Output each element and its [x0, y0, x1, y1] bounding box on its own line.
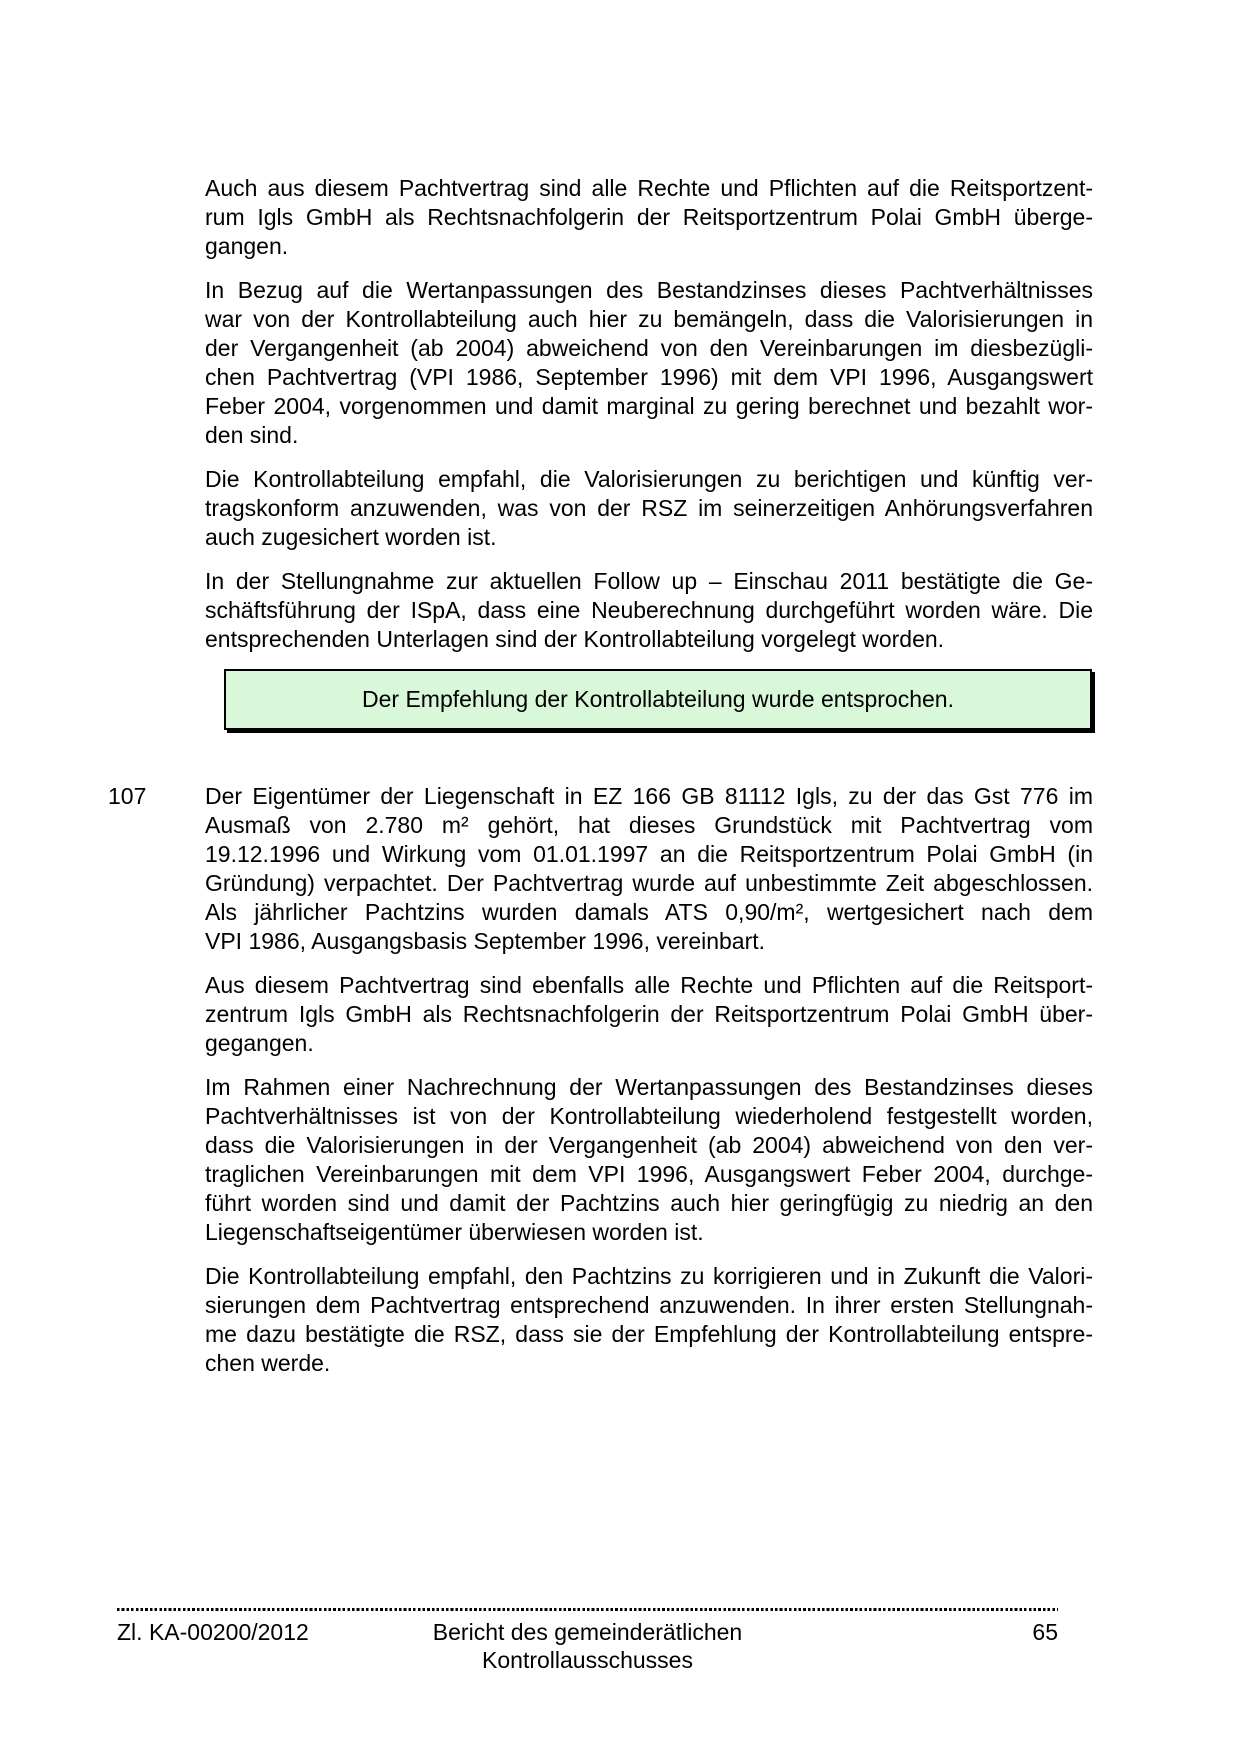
text-line: Ausmaß von 2.780 m² gehört, hat dieses Grundstück mit Pachtvertrag vom	[205, 812, 1093, 838]
text-line: gegangen.	[205, 1030, 314, 1056]
paragraph	[205, 971, 1093, 1058]
footer-title: Bericht des gemeinderätlichen Kontrollausschusses	[432, 1619, 743, 1673]
text-line: Auch aus diesem Pachtvertrag sind alle Rechte und Pflichten auf die Reitsportzent-	[205, 175, 1093, 201]
text-line: Liegenschaftseigentümer überwiesen worden ist.	[205, 1219, 704, 1245]
paragraph	[205, 1073, 1093, 1247]
paragraph	[205, 465, 1093, 552]
paragraph	[205, 567, 1093, 654]
footer-row	[117, 1618, 1058, 1674]
text-line: Als jährlicher Pachtzins wurden damals ATS 0,90/m², wertgesichert nach dem	[205, 899, 1093, 925]
text-line: war von der Kontrollabteilung auch hier zu bemängeln, dass die Valorisierungen in	[205, 306, 1093, 332]
text-line: VPI 1986, Ausgangsbasis September 1996, vereinbart.	[205, 928, 766, 954]
text-line: me dazu bestätigte die RSZ, dass sie der Empfehlung der Kontrollabteilung entspre-	[205, 1321, 1093, 1347]
text-line: chen Pachtvertrag (VPI 1986, September 1996) mit dem VPI 1996, Ausgangswert	[205, 364, 1093, 390]
recommendation-text: Der Empfehlung der Kontrollabteilung wurde entsprochen.	[362, 686, 954, 712]
page-content	[108, 174, 1093, 1393]
text-line: Feber 2004, vorgenommen und damit marginal zu gering berechnet und bezahlt wor-	[205, 393, 1093, 419]
text-line: chen werde.	[205, 1350, 331, 1376]
page-footer	[117, 1608, 1058, 1674]
footer-dotted-rule	[117, 1608, 1058, 1611]
text-line: tragskonform anzuwenden, was von der RSZ im seinerzeitigen Anhörungsverfahren	[205, 495, 1093, 521]
text-line: führt worden sind und damit der Pachtzins auch hier geringfügig zu niedrig an den	[205, 1190, 1093, 1216]
text-line: sierungen dem Pachtvertrag entsprechend anzuwenden. In ihrer ersten Stellungnah-	[205, 1292, 1093, 1318]
text-line: Der Eigentümer der Liegenschaft in EZ 166 GB 81112 Igls, zu der das Gst 776 im	[205, 783, 1093, 809]
text-line: schäftsführung der ISpA, dass eine Neuberechnung durchgeführt worden wäre. Die	[205, 597, 1093, 623]
text-line: Gründung) verpachtet. Der Pachtvertrag wurde auf unbestimmte Zeit abgeschlossen.	[205, 870, 1093, 896]
text-line: Pachtverhältnisses ist von der Kontrollabteilung wiederholend festgestellt worden,	[205, 1103, 1093, 1129]
text-line: 19.12.1996 und Wirkung vom 01.01.1997 an die Reitsportzentrum Polai GmbH (in	[205, 841, 1093, 867]
paragraph-number: 107	[108, 783, 147, 809]
paragraph-body	[205, 782, 1093, 956]
text-line: der Vergangenheit (ab 2004) abweichend von den Vereinbarungen im diesbezügli-	[205, 335, 1093, 361]
text-line: Aus diesem Pachtvertrag sind ebenfalls alle Rechte und Pflichten auf die Reitsport-	[205, 972, 1093, 998]
numbered-paragraph	[108, 782, 1093, 956]
text-line: dass die Valorisierungen in der Vergangenheit (ab 2004) abweichend von den ver-	[205, 1132, 1093, 1158]
text-line: entsprechenden Unterlagen sind der Kontrollabteilung vorgelegt worden.	[205, 626, 945, 652]
text-line: den sind.	[205, 422, 299, 448]
text-line: traglichen Vereinbarungen mit dem VPI 1996, Ausgangswert Feber 2004, durchge-	[205, 1161, 1093, 1187]
footer-reference: Zl. KA-00200/2012	[117, 1619, 309, 1645]
text-line: rum Igls GmbH als Rechtsnachfolgerin der Reitsportzentrum Polai GmbH überge-	[205, 204, 1093, 230]
text-line: Die Kontrollabteilung empfahl, den Pachtzins zu korrigieren und in Zukunft die Valori-	[205, 1263, 1093, 1289]
text-line: In Bezug auf die Wertanpassungen des Bestandzinses dieses Pachtverhältnisses	[205, 277, 1093, 303]
recommendation-box	[224, 669, 1092, 730]
footer-page-number: 65	[1032, 1619, 1058, 1645]
text-line: zentrum Igls GmbH als Rechtsnachfolgerin der Reitsportzentrum Polai GmbH über-	[205, 1001, 1093, 1027]
paragraph	[205, 1262, 1093, 1378]
text-line: Die Kontrollabteilung empfahl, die Valorisierungen zu berichtigen und künftig ver-	[205, 466, 1093, 492]
text-line: gangen.	[205, 233, 289, 259]
paragraph	[205, 174, 1093, 261]
paragraph	[205, 276, 1093, 450]
text-line: In der Stellungnahme zur aktuellen Follow up – Einschau 2011 bestätigte die Ge-	[205, 568, 1093, 594]
text-line: auch zugesichert worden ist.	[205, 524, 497, 550]
text-line: Im Rahmen einer Nachrechnung der Wertanpassungen des Bestandzinses dieses	[205, 1074, 1093, 1100]
